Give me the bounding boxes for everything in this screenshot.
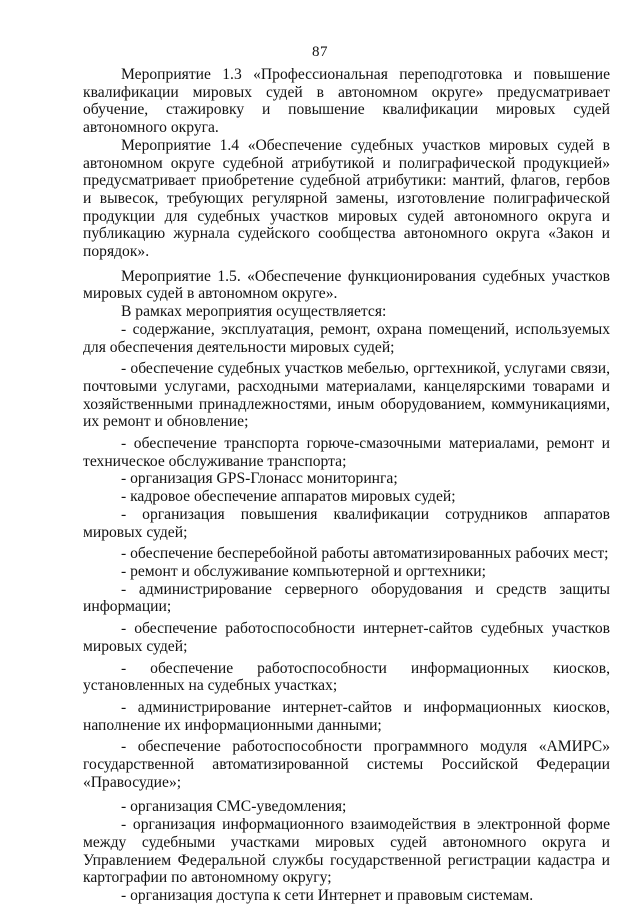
paragraph-intro: В рамках мероприятия осуществляется:	[121, 303, 387, 321]
page-number: 87	[312, 44, 328, 60]
paragraph-measure-1-4: Мероприятие 1.4 «Обеспечение судебных участков мировых судей в автономном округе судебной атрибутикой и полиграфической продукцией» предусматривает приобретение судебной атрибутики: мантий, флагов, гербов и вывесок, требующих регулярной замены, изготовление полиграфической продукции для судебных участков мировых судей автономного округа и публикацию журнала судейского сообщества автономного округа «Закон и порядок».	[83, 136, 610, 261]
paragraph-measure-1-3: Мероприятие 1.3 «Профессиональная переподготовка и повышение квалификации мировых судей в автономном округе» предусматривает обучение, стажировку и повышение квалификации мировых судей автономного округа.	[83, 66, 610, 137]
list-item: - обеспечение транспорта горюче-смазочными материалами, ремонт и техническое обслуживание транспорта;	[83, 435, 610, 470]
list-item: - администрирование интернет-сайтов и информационных киосков, наполнение их информационными данными;	[83, 698, 610, 734]
list-item: - обеспечение работоспособности информационных киосков, установленных на судебных участках;	[83, 659, 610, 695]
list-item: - обеспечение работоспособности интернет-сайтов судебных участков мировых судей;	[83, 620, 610, 655]
list-item: - обеспечение судебных участков мебелью, оргтехникой, услугами связи, почтовыми услугами, расходными материалами, канцелярскими товарами и хозяйственными принадлежностями, иным оборудованием, коммуникациями, их ремонт и обновление;	[83, 360, 610, 431]
list-item: - организация GPS-Глонасс мониторинга;	[121, 470, 398, 488]
list-item: - обеспечение бесперебойной работы автоматизированных рабочих мест;	[121, 545, 609, 563]
list-item: - кадровое обеспечение аппаратов мировых судей;	[121, 488, 456, 506]
list-item: - содержание, эксплуатация, ремонт, охрана помещений, используемых для обеспечения деятельности мировых судей;	[83, 320, 610, 356]
paragraph-measure-1-5: Мероприятие 1.5. «Обеспечение функционирования судебных участков мировых судей в автономном округе».	[83, 267, 610, 303]
list-item: - администрирование серверного оборудования и средств защиты информации;	[83, 580, 610, 616]
list-item: - ремонт и обслуживание компьютерной и оргтехники;	[121, 562, 486, 580]
list-item: - обеспечение работоспособности программного модуля «АМИРС» государственной автоматизированной системы Российской Федерации «Правосудие»;	[83, 738, 610, 791]
document-body	[83, 66, 610, 905]
list-item: - организация СМС-уведомления;	[121, 798, 347, 816]
list-item: - организация доступа к сети Интернет и правовым системам.	[121, 886, 534, 904]
list-item: - организация повышения квалификации сотрудников аппаратов мировых судей;	[83, 505, 610, 541]
list-item: - организация информационного взаимодействия в электронной форме между судебными участками мировых судей автономного округа и Управлением Федеральной службы государственной регистрации кадастра и картографии по автономному округу;	[83, 816, 610, 887]
